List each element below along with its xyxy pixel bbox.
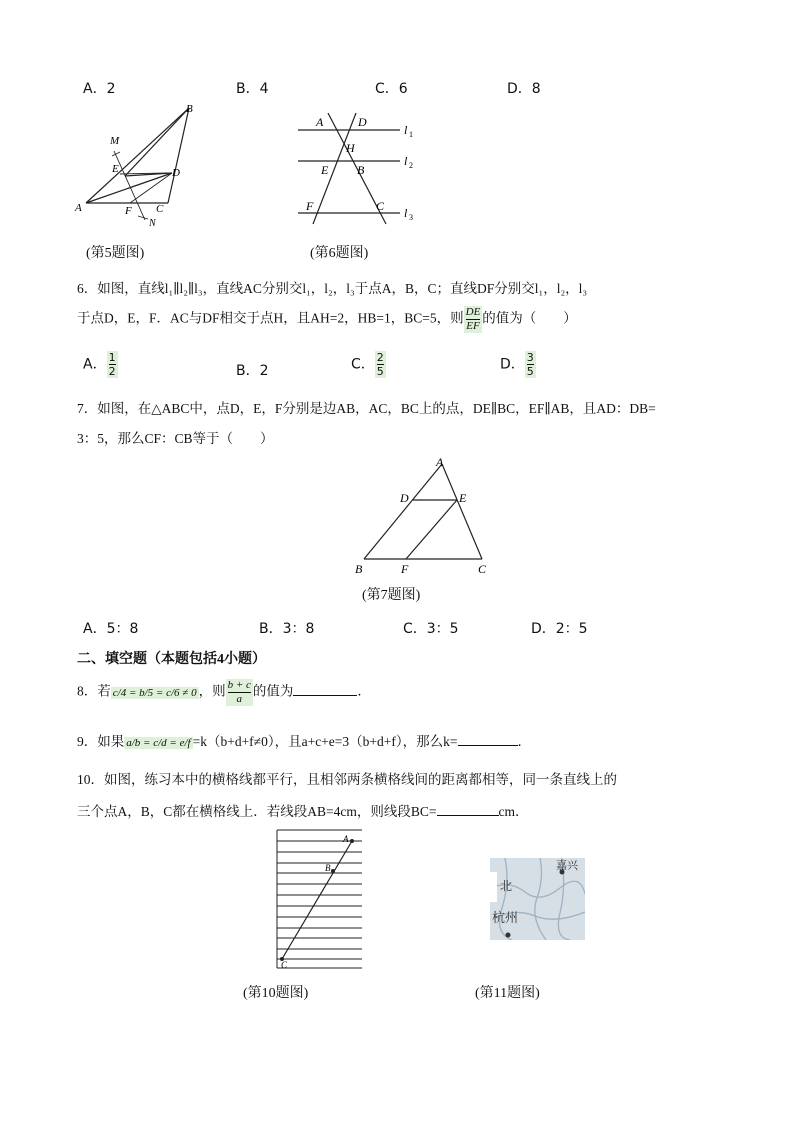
q10-answer-blank[interactable] (437, 801, 499, 816)
q10-line2-pre: 三个点A，B，C都在横格线上．若线段AB=4cm，则线段BC= (77, 804, 437, 819)
q8 (77, 679, 371, 706)
fig6-label-l1: l (404, 123, 408, 137)
q5-option-b: B．4 (236, 81, 269, 97)
q6-line2-post: 的值为（ ） (482, 310, 577, 326)
fig5-label-d: D (172, 167, 180, 179)
fig6-label-e: E (321, 163, 329, 177)
q6-option-a-num: 1 (108, 351, 116, 364)
q8-mid: ，则 (198, 683, 226, 699)
fig10-label-c: C (281, 960, 288, 970)
q6-option-a-label: A． (83, 356, 107, 373)
q7-line1: 7．如图，在△ABC中，点D，E，F分别是边AB，AC，BC上的点，DE∥BC，EF∥AB，且AD：DB= (77, 401, 656, 416)
q7-option-b: B．3：8 (259, 621, 315, 637)
fig5-label-m: M (110, 135, 120, 147)
fig7-label-d: D (400, 491, 409, 505)
q6-option-c-frac (375, 351, 386, 378)
q6-option-c (351, 351, 386, 378)
fig6-label-l2-sub: 2 (409, 161, 413, 170)
section-2-heading: 二、填空题（本题包括4小题） (77, 652, 266, 667)
fig6-label-l3: l (404, 206, 408, 220)
q8-end: ． (357, 683, 371, 699)
q9 (77, 730, 531, 750)
q8-equation: c/4 = b/5 = c/6 ≠ 0 (112, 686, 197, 699)
fig5-caption: (第5题图) (86, 246, 145, 261)
q8-fraction (226, 679, 253, 706)
q7-option-d: D．2：5 (531, 621, 588, 637)
q5-option-d: D．8 (507, 81, 541, 97)
q7-option-c: C．3：5 (403, 621, 459, 637)
fig6-label-c: C (376, 199, 385, 213)
fig6-label-l2: l (404, 154, 408, 168)
fig5-label-a: A (75, 202, 82, 214)
fig6-label-d: D (358, 115, 367, 129)
fig5-label-f: F (125, 205, 132, 217)
fig10-label-b: B (325, 863, 331, 873)
q6-fraction-num: DE (465, 306, 481, 318)
figure-11-map (490, 858, 585, 940)
fig11-label-hangzhou: 杭州 (492, 910, 519, 925)
q9-answer-blank[interactable] (458, 731, 518, 746)
figure-10 (272, 828, 367, 973)
q6-fraction-den: EF (466, 320, 480, 332)
fig11-label-north: 北 (500, 879, 513, 893)
q9-equation: a/b = c/d = e/f (126, 737, 191, 749)
q7-line2: 3：5，那么CF：CB等于（ ） (77, 431, 274, 446)
q6-option-b: B．2 (236, 363, 269, 379)
fig6-label-f: F (306, 199, 314, 213)
q9-pre: 9．如果 (77, 734, 125, 749)
q6-option-d (500, 351, 536, 378)
fig7-label-c: C (478, 562, 487, 576)
fig11-label-jiaxing: 嘉兴 (556, 860, 578, 872)
fig6-label-a: A (316, 115, 324, 129)
fig7-label-b: B (355, 562, 363, 576)
figure-5 (72, 100, 202, 232)
fig5-label-c: C (156, 203, 164, 215)
fig7-label-f: F (401, 562, 409, 576)
q6-option-d-den: 5 (526, 365, 534, 378)
q5-option-a: A．2 (83, 81, 116, 97)
fig7-label-e: E (459, 491, 467, 505)
q6-fraction (464, 306, 483, 333)
fig7-caption: (第7题图) (362, 588, 421, 603)
q8-fraction-num: b + c (227, 679, 251, 691)
q7-option-a: A．5：8 (83, 621, 139, 637)
q6-line2-pre: 于点D，E，F．AC与DF相交于点H，且AH=2，HB=1，BC=5，则 (77, 310, 464, 326)
q9-end: ． (517, 734, 531, 749)
q6-option-c-den: 5 (376, 365, 384, 378)
fig6-label-h: H (346, 141, 355, 155)
figure-7 (350, 452, 495, 577)
q6-option-a-frac (107, 351, 118, 378)
q8-answer-blank[interactable] (293, 681, 357, 696)
fig6-caption: (第6题图) (310, 246, 369, 261)
q10-line2 (77, 800, 529, 820)
q9-rest: =k（b+d+f≠0），且a+c+e=3（b+d+f），那么k= (192, 734, 458, 749)
q6-option-d-frac (525, 351, 536, 378)
q8-fraction-den: a (236, 693, 242, 705)
fig6-label-b: B (357, 163, 365, 177)
fig7-label-a: A (436, 455, 444, 469)
q5-option-c: C．6 (375, 81, 408, 97)
fig5-label-b: B (186, 103, 193, 115)
fig11-caption: (第11题图) (475, 986, 540, 1001)
q6-option-d-label: D． (500, 356, 525, 373)
q6-line1: 6．如图，直线l₁∥l₂∥l₃，直线AC分别交l₁，l₂，l₃于点A，B，C；直线DF分别交l₁，l₂，l₃ (77, 281, 588, 296)
q10-line1: 10．如图，练习本中的横格线都平行，且相邻两条横格线间的距离都相等，同一条直线上的 (77, 772, 617, 787)
fig5-label-n: N (149, 218, 156, 229)
q8-pre: 8．若 (77, 683, 111, 699)
q10-line2-end: cm． (498, 804, 529, 819)
q6-line2 (77, 306, 577, 333)
q6-option-c-label: C． (351, 356, 375, 373)
q6-option-a (83, 351, 118, 378)
q6-option-c-num: 2 (376, 351, 384, 364)
fig6-label-l1-sub: 1 (409, 130, 413, 139)
fig10-caption: (第10题图) (243, 986, 309, 1001)
q6-option-a-den: 2 (108, 365, 116, 378)
q6-option-d-num: 3 (526, 351, 534, 364)
q8-post: 的值为 (252, 683, 294, 699)
figure-6 (292, 108, 422, 226)
fig6-label-l3-sub: 3 (409, 213, 413, 222)
fig10-label-a: A (343, 834, 349, 844)
fig5-label-e: E (112, 163, 119, 175)
